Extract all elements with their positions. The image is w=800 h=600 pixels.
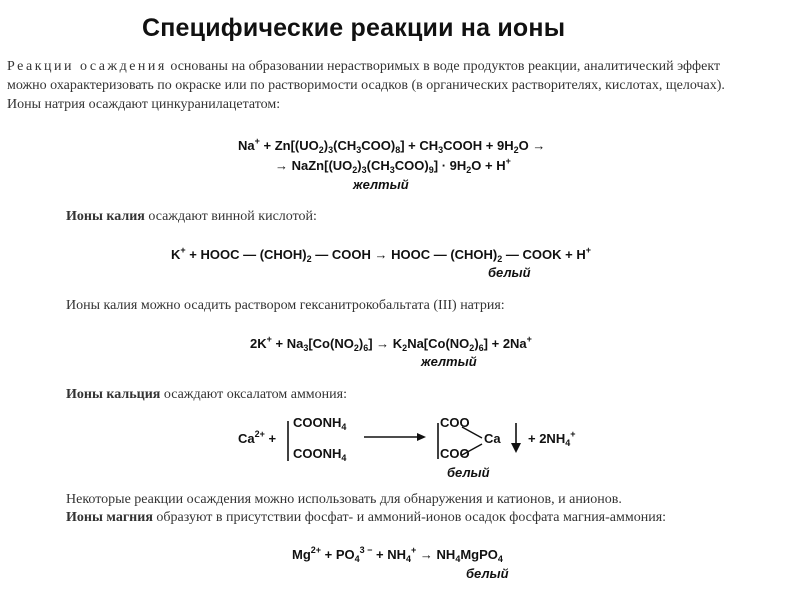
intro-line-2: можно охарактеризовать по окраске или по растворимости осадков (в органических растворителях, кислотах, щелочах).	[7, 78, 725, 93]
potassium-cobaltinitrite-equation: $2K^+ + Na_3[Co(NO_2)_6] \to K_2Na[Co(NO_2)_6] + 2Na^+$	[250, 334, 532, 353]
magnesium-equation: $Mg^{2+} + PO_4^{3 -} + NH_4^+$ → $NH_4MgPO_4$	[292, 545, 503, 564]
potassium-tartaric-label: белый	[488, 265, 531, 280]
intro-line-1	[7, 59, 720, 75]
reaction-arrow	[362, 430, 428, 444]
ammonium-oxalate-top: $COONH_4$	[293, 415, 347, 432]
intro-lead: Реакции осаждения	[7, 59, 167, 74]
potassium-cobaltinitrite-heading: Ионы калия можно осадить раствором гексанитрокобальтата (III) натрия:	[66, 298, 505, 313]
potassium-tartaric-heading: Ионы калия осаждают винной кислотой:	[66, 209, 317, 224]
sodium-equation-line-1: $Na^+ + Zn[(UO_2)_3(CH_3COO)_8]$ + $CH_3COOH + 9H_2O$ →	[238, 136, 546, 155]
potassium-heading-bold: Ионы калия	[66, 209, 145, 224]
potassium-cobaltinitrite-label: желтый	[421, 354, 477, 369]
intro-line-3: Ионы натрия осаждают цинкуранилацетатом:	[7, 97, 281, 112]
calcium-oxalate-top: COO	[440, 415, 470, 430]
potassium-tartaric-equation: K+ + HOOC — $(CHOH)_2$ — COOH → HOOC — $(CHOH)_2$ — COOK + H+	[171, 245, 591, 264]
intro-line-1-rest: основаны на образовании нерастворимых в воде продуктов реакции, аналитический эффект	[166, 59, 721, 74]
calcium-precipitate-label: белый	[447, 465, 490, 480]
calcium-oxalate-metal: Ca	[484, 431, 501, 446]
page-title: Специфические реакции на ионы	[142, 14, 566, 42]
calcium-oxalate-bottom: COO	[440, 446, 470, 461]
magnesium-precipitate-label: белый	[466, 566, 509, 581]
calcium-reactant-ion: $Ca^{2+}$ +	[238, 429, 277, 446]
calcium-ammonium-product: + $2NH_4^+$	[528, 429, 576, 448]
ammonium-oxalate-bottom: $COONH_4$	[293, 446, 347, 463]
magnesium-heading: Ионы магния образуют в присутствии фосфат- и аммоний-ионов осадок фосфата магния-аммония:	[66, 510, 667, 525]
general-note: Некоторые реакции осаждения можно использовать для обнаружения и катионов, и анионов.	[66, 492, 622, 507]
sodium-equation-line-2: → $NaZn[(UO_2)_3(CH_3COO)_9] \cdot 9H_2O + H^+$	[275, 156, 511, 175]
precipitate-down-arrow-icon	[509, 421, 523, 455]
calcium-heading: Ионы кальция осаждают оксалатом аммония:	[66, 387, 347, 402]
sodium-precipitate-label: желтый	[353, 177, 409, 192]
